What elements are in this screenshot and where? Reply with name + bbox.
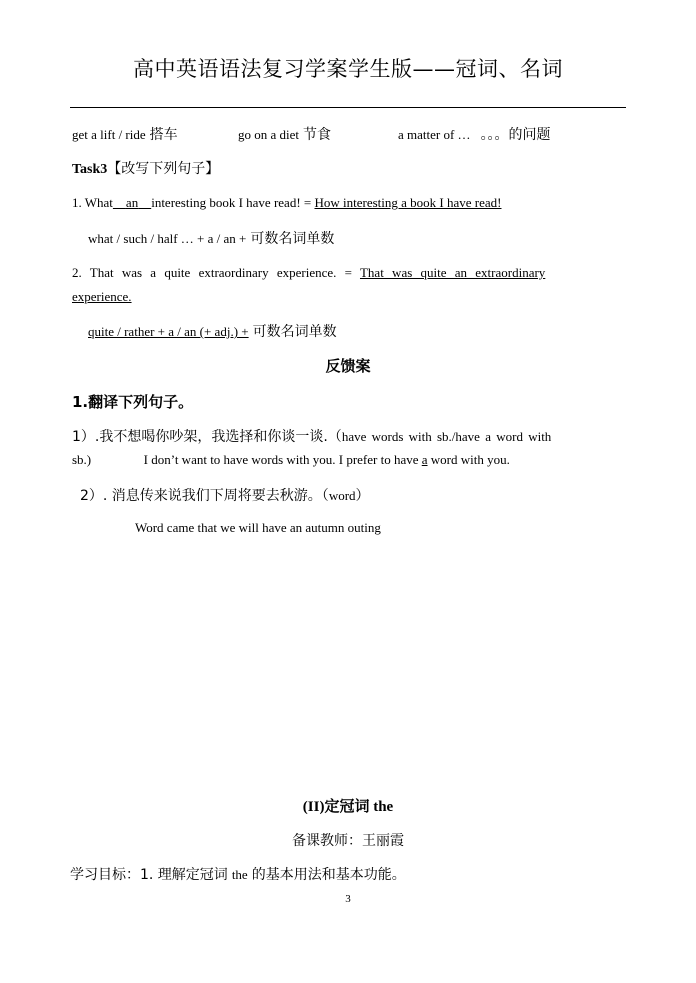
sentence-2-answer: That was quite an extraordinary [359,265,546,280]
rule-1 [88,228,334,248]
question-1-line2 [72,452,510,468]
learning-goal [70,864,406,884]
question-2-cn: 2）. 消息传来说我们下周将要去秋游。（ [80,488,329,504]
learning-goal-article: the [231,867,248,882]
question-1 [72,426,551,446]
sentence-1-start: 1. What [72,195,113,210]
learning-goal-label: 学习目标：1. 理解定冠词 [70,867,228,883]
question-1-cn: 1）.我不想喝你吵架，我选择和你谈一谈.（ [72,429,342,445]
section-2-title [0,795,696,816]
section-2-title-en: the [373,799,394,815]
feedback-section-heading: 1.翻译下列句子。 [72,393,194,411]
feedback-title: 反馈案 [325,357,371,375]
phrase-cn: 节食 [303,127,332,143]
question-1-hint-cont: sb.) [72,452,92,467]
question-1-answer-article: a [421,452,428,467]
rule-1-cn: 可数名词单数 [250,231,335,247]
question-2-hint: word [328,488,356,503]
phrase-en: get a lift / ride [72,127,146,142]
phrase-cn: 。。。的问题 [480,127,551,143]
question-1-answer-end: word with you. [430,452,510,467]
sentence-1-answer: How interesting a book I have read! [314,195,502,210]
header-rule [70,107,626,108]
question-1-answer: I don’t want to have words with you. I prefer to have [143,452,419,467]
question-2 [80,485,370,505]
question-1-hint: have words with sb./have a word with [341,429,552,444]
task3-label: Task3 [72,162,108,177]
learning-goal-desc: 的基本用法和基本功能。 [251,867,406,883]
section-2-number: (II) [302,799,325,815]
task3-instruction: 【改写下列句子】 [107,161,220,177]
phrase-go-on-a-diet [238,124,331,144]
rule-2-cn: 可数名词单数 [252,324,337,340]
phrase-get-a-lift [72,124,178,144]
sentence-1-blank: an [125,195,139,210]
phrase-en: go on a diet [238,127,300,142]
page-title: 高中英语语法复习学案学生版——冠词、名词 [133,57,563,81]
question-2-answer: Word came that we will have an autumn outing [135,520,381,535]
sentence-1 [72,195,501,211]
task3-heading [72,158,219,178]
rule-1-en: what / such / half … + a / an + [88,231,247,246]
phrase-cn: 搭车 [149,127,178,143]
sentence-1-rest: interesting book I have read! = [151,195,312,210]
rule-2-en: quite / rather + a / an (+ adj.) + [88,324,249,339]
section-2-title-cn: 定冠词 [324,797,370,815]
rule-2 [88,321,337,341]
page-number: 3 [345,893,351,905]
sentence-2-text: 2. That was a quite extraordinary experience. = [72,265,352,280]
phrase-a-matter-of [398,124,551,144]
sentence-2-answer-cont: experience. [72,289,132,304]
phrase-en: a matter of … [398,127,471,142]
question-2-close: ） [355,488,370,504]
sentence-2 [72,265,626,281]
teacher-line: 备课教师：王丽霞 [292,833,404,849]
